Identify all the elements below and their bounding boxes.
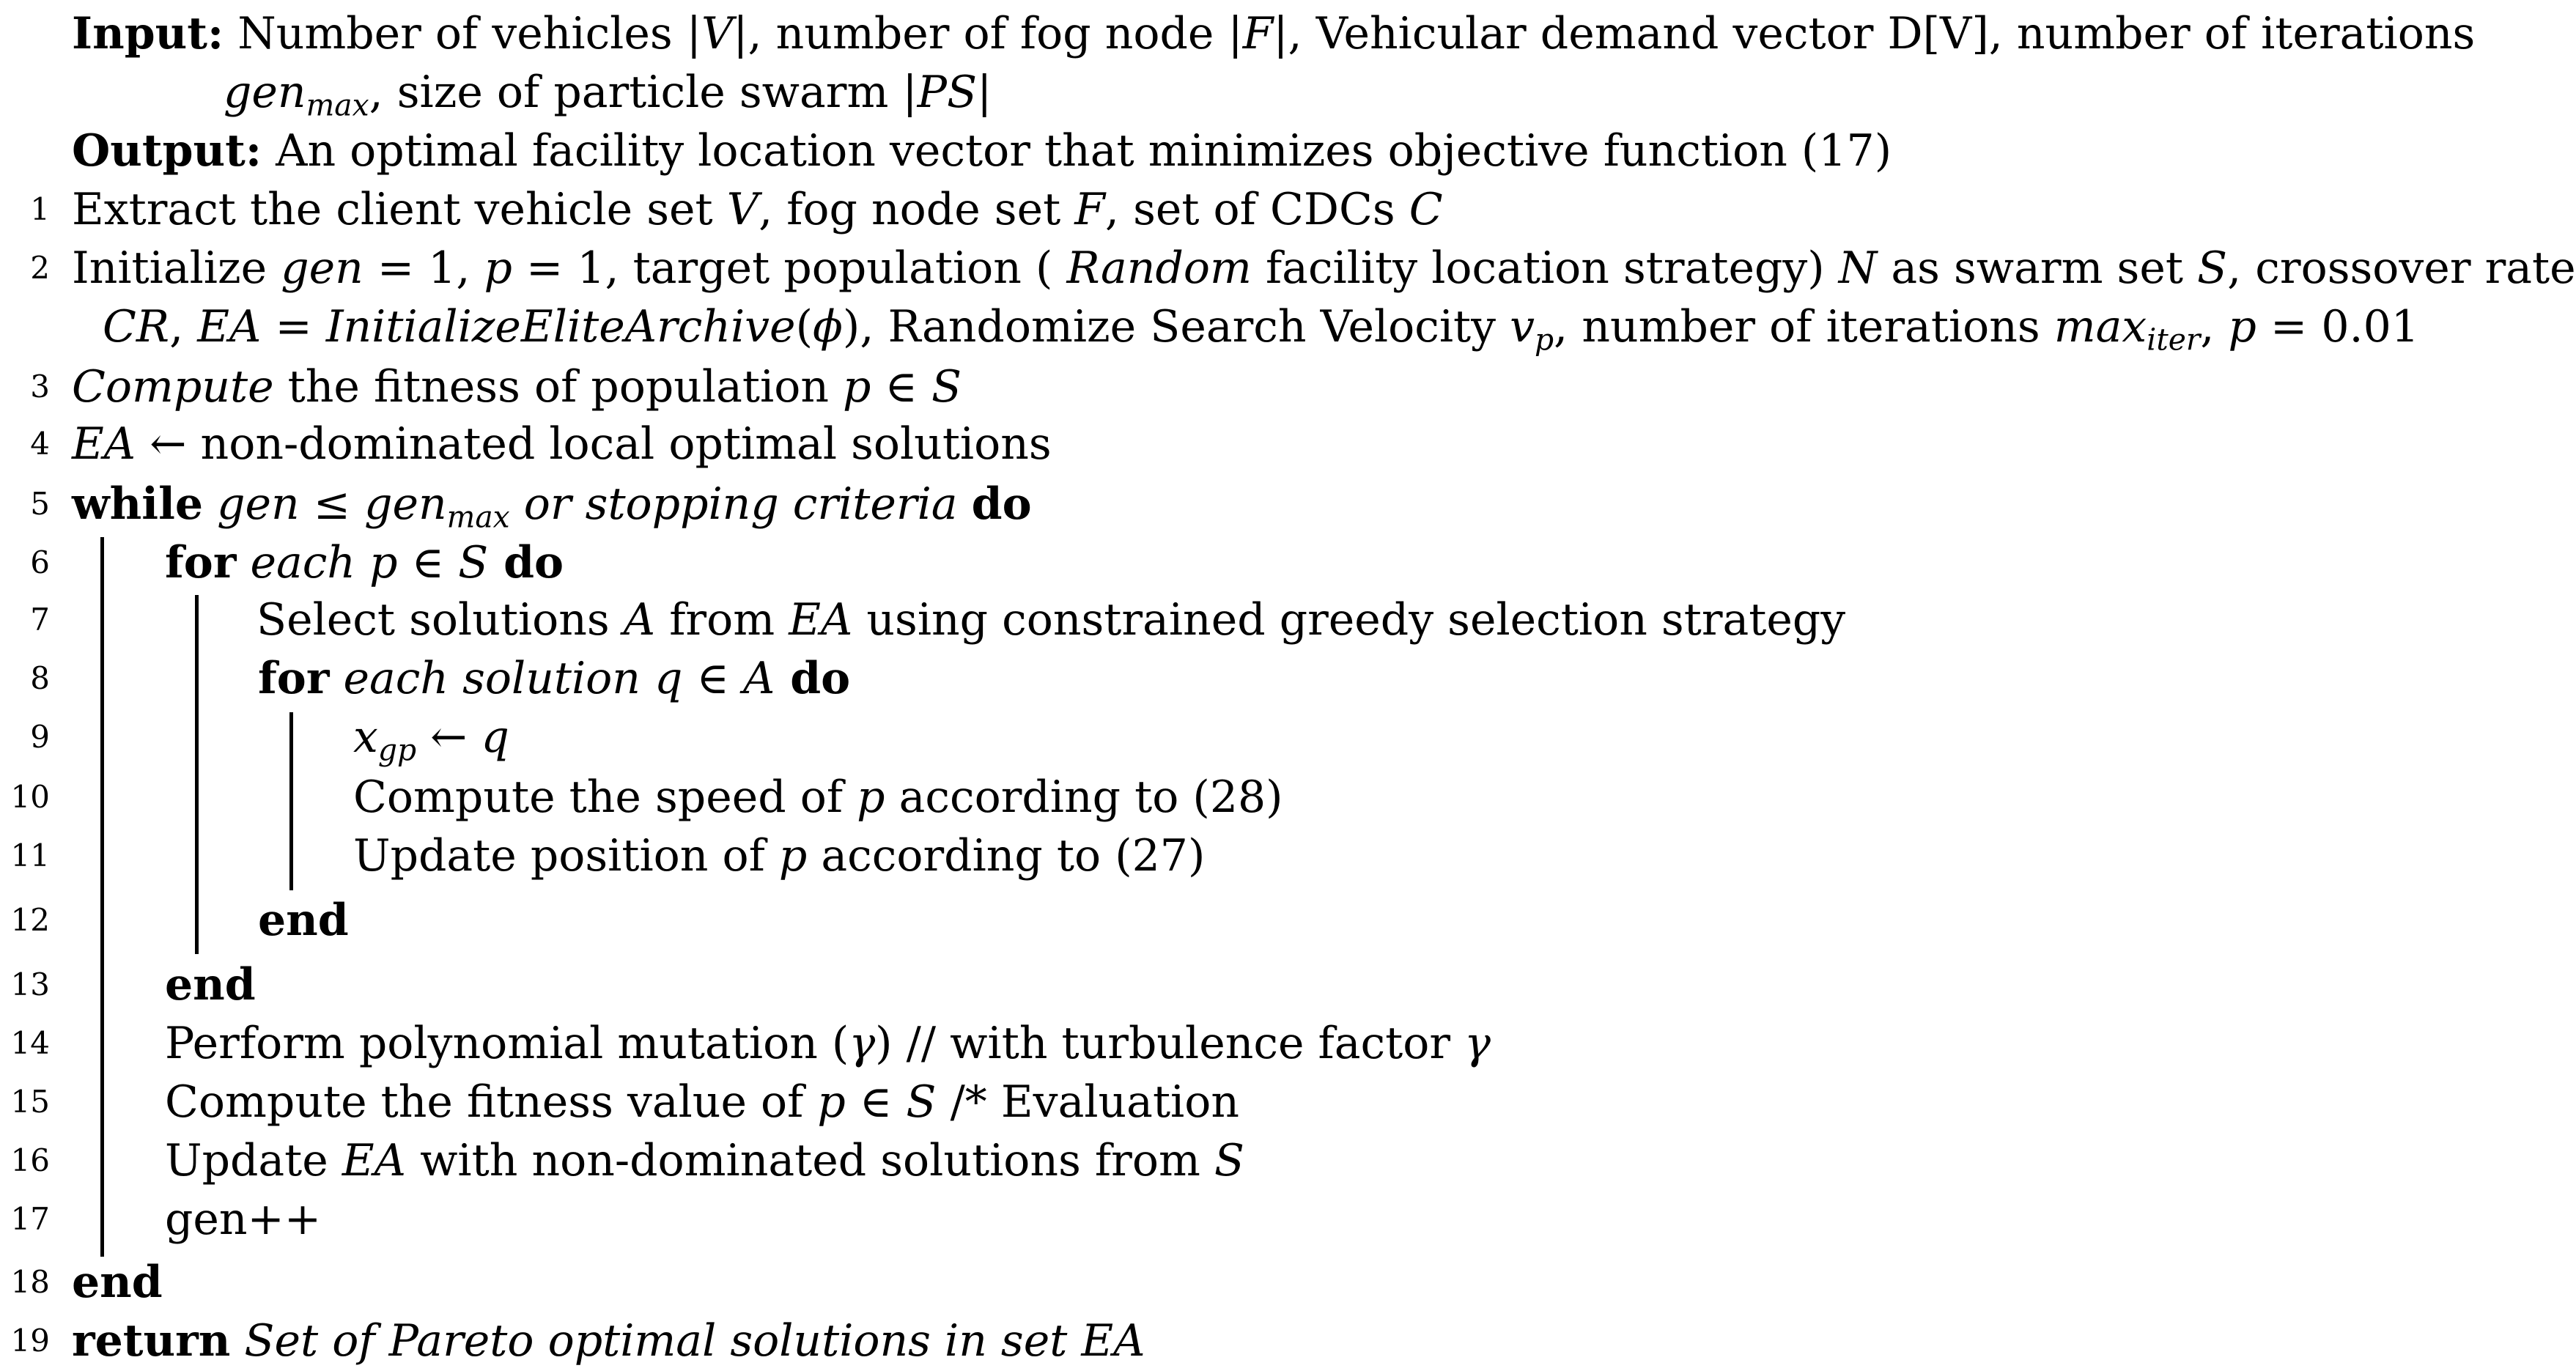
do-keyword: do xyxy=(488,537,564,588)
algorithm-line: 17 gen++ xyxy=(0,1190,2484,1249)
algorithm-line: 5 while gen ≤ gen$_{max}$ or stopping criteria do xyxy=(0,475,2484,533)
line-number: 2 xyxy=(30,250,50,286)
output-line: Output: An optimal facility location vector that minimizes objective function (17) xyxy=(72,125,1892,177)
line-number: 15 xyxy=(10,1084,50,1120)
input-line: Input: Number of vehicles |V|, number of fog node |F|, Vehicular demand vector D[V], number of iterations xyxy=(72,8,2476,59)
algorithm-line: 14 Perform polynomial mutation (γ) // with turbulence factor γ xyxy=(0,1014,2484,1073)
algorithm-line-continued: CR, EA = InitializeEliteArchive(ϕ), Randomize Search Velocity $v_p$, number of iterations $\max_{iter}$, p = 0.01 xyxy=(103,301,2419,358)
algorithm-line: 2 Initialize gen = 1, p = 1, target population ( Random facility location strategy) N as swarm set S, crossover rate xyxy=(0,239,2484,298)
line-number: 16 xyxy=(10,1142,50,1178)
line-number: 12 xyxy=(10,902,50,938)
algorithm-line: 6 for each p ∈ S do xyxy=(0,533,2484,592)
algorithm-line: 11 Update position of p according to (27) xyxy=(0,827,2484,885)
line-number: 11 xyxy=(10,838,50,873)
algorithm-line: 4 EA ← non-dominated local optimal solutions xyxy=(0,415,2484,473)
algorithm-line: 7 Select solutions A from EA using constrained greedy selection strategy xyxy=(0,591,2484,649)
line-number: 6 xyxy=(30,544,50,580)
line-number: 8 xyxy=(30,660,50,696)
end-keyword: end xyxy=(165,959,256,1010)
line-number: 19 xyxy=(10,1323,50,1359)
end-keyword: end xyxy=(72,1257,163,1308)
line-number: 13 xyxy=(10,967,50,1002)
while-keyword: while xyxy=(72,478,204,530)
line-number: 14 xyxy=(10,1025,50,1061)
while-block-bar xyxy=(100,537,104,1257)
for-keyword: for xyxy=(258,653,330,704)
algorithm-line xyxy=(0,1253,2484,1312)
input-label: Input: xyxy=(72,8,224,59)
return-keyword: return xyxy=(72,1315,231,1367)
line-number: 5 xyxy=(30,486,50,522)
for-keyword: for xyxy=(165,537,237,588)
algorithm-line: 3 Compute the fitness of population p ∈ S xyxy=(0,358,2484,416)
inner-for-block-bar xyxy=(289,712,293,890)
algorithm-line: 16 Update EA with non-dominated solutions from S xyxy=(0,1131,2484,1190)
output-label: Output: xyxy=(72,125,262,177)
line-number: 1 xyxy=(30,191,50,227)
line-number: 18 xyxy=(10,1264,50,1300)
algorithm-line: 10 Compute the speed of p according to (28) xyxy=(0,768,2484,827)
for-block-bar xyxy=(195,595,199,954)
algorithm-line: 19 return Set of Pareto optimal solutions in set EA xyxy=(0,1312,2484,1370)
algorithm-line: 1 Extract the client vehicle set V, fog node set F, set of CDCs C xyxy=(0,180,2484,239)
line-number: 7 xyxy=(30,602,50,638)
line-number: 10 xyxy=(10,779,50,815)
line-number: 9 xyxy=(30,719,50,755)
algorithm-line: 15 Compute the fitness value of p ∈ S /* Evaluation xyxy=(0,1073,2484,1131)
do-keyword: do xyxy=(775,653,851,704)
end-keyword: end xyxy=(258,895,349,946)
line-number: 3 xyxy=(30,369,50,404)
algorithm-line xyxy=(0,891,2484,950)
do-keyword: do xyxy=(971,478,1032,530)
line-number: 17 xyxy=(10,1201,50,1237)
algorithm-line: 9 $x_{gp}$ ← q xyxy=(0,708,2484,766)
algorithm-line xyxy=(0,956,2484,1014)
algorithm-line: 8 for each solution q ∈ A do xyxy=(0,649,2484,708)
input-line-continued: gen$_{max}$, size of particle swarm |PS| xyxy=(224,67,992,123)
line-number: 4 xyxy=(30,426,50,462)
